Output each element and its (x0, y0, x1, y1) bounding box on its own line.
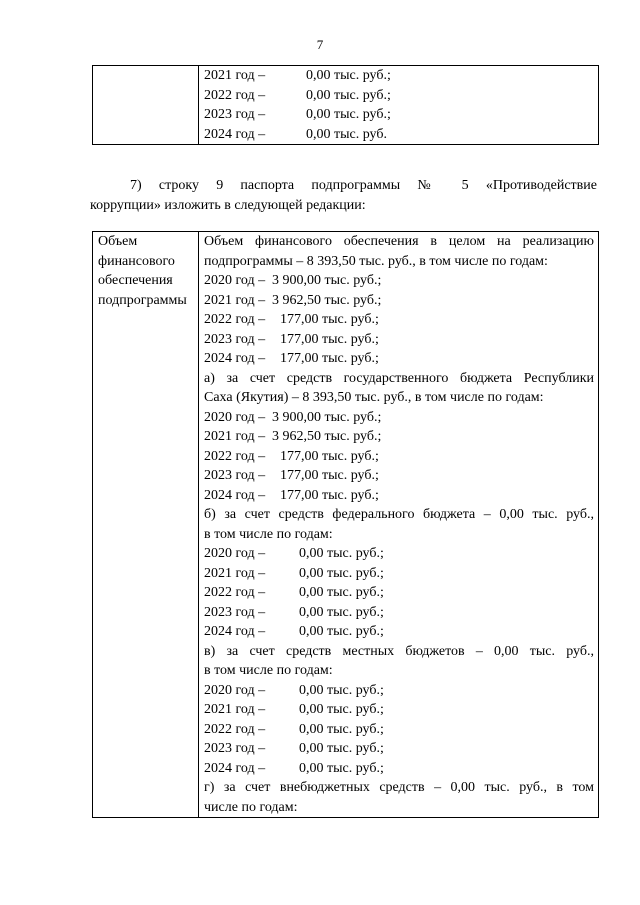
funding-value-cell (199, 232, 599, 818)
year-row: 2022 год – 177,00 тыс. руб.; (204, 312, 379, 327)
top-table (92, 65, 599, 145)
year-row: 2020 год – 3 900,00 тыс. руб.; (204, 273, 382, 288)
page-number: 7 (316, 37, 324, 52)
paragraph-line: коррупции» изложить в следующей редакции: (90, 197, 366, 213)
year-row: 2020 год – 3 900,00 тыс. руб.; (204, 409, 382, 425)
top-table-label-cell (93, 66, 199, 145)
section-g-line: числе по годам: (204, 799, 298, 815)
year-row: 2024 год – 0,00 тыс. руб.; (204, 760, 384, 776)
year-row: 2024 год – 177,00 тыс. руб.; (204, 351, 379, 366)
intro-line: подпрограммы – 8 393,50 тыс. руб., в том числе по годам: (204, 253, 548, 269)
year-row: 2020 год – 0,00 тыс. руб.; (204, 682, 384, 698)
year-row: 2022 год – 0,00 тыс. руб.; (204, 721, 384, 737)
year-row: 2021 год – 3 962,50 тыс. руб.; (204, 429, 382, 444)
year-row: 2022 год – 0,00 тыс. руб.; (204, 585, 384, 600)
instruction-paragraph (90, 176, 597, 215)
year-row: 2023 год – 0,00 тыс. руб.; (204, 604, 384, 620)
section-b-line: в том числе по годам: (204, 526, 333, 542)
intro-line: Объем финансового обеспечения в целом на реализацию (204, 234, 594, 249)
section-v-line: в том числе по годам: (204, 663, 333, 678)
paragraph-line: 7) строку 9 паспорта подпрограммы № 5 «Противодействие (130, 178, 597, 193)
year-row: 2021 год – 0,00 тыс. руб.; (204, 565, 384, 581)
funding-table (92, 231, 599, 818)
year-row: 2022 год – 177,00 тыс. руб.; (204, 448, 379, 464)
funding-label-cell (93, 232, 199, 818)
top-table-value-cell (199, 66, 599, 145)
year-row: 2021 год – 3 962,50 тыс. руб.; (204, 292, 382, 308)
year-row: 2023 год – 0,00 тыс. руб.; (204, 107, 391, 122)
year-row: 2023 год – 0,00 тыс. руб.; (204, 741, 384, 756)
section-a-line: а) за счет средств государственного бюджета Республики (204, 370, 594, 386)
year-row: 2024 год – 0,00 тыс. руб. (204, 126, 387, 142)
year-row: 2021 год – 0,00 тыс. руб.; (204, 68, 391, 83)
section-a-line: Саха (Якутия) – 8 393,50 тыс. руб., в том числе по годам: (204, 390, 544, 405)
year-row: 2023 год – 177,00 тыс. руб.; (204, 331, 379, 347)
section-g-line: г) за счет внебюджетных средств – 0,00 тыс. руб., в том (204, 780, 594, 795)
year-row: 2022 год – 0,00 тыс. руб.; (204, 87, 391, 103)
year-row: 2021 год – 0,00 тыс. руб.; (204, 702, 384, 717)
year-row: 2024 год – 177,00 тыс. руб.; (204, 487, 379, 503)
section-b-line: б) за счет средств федерального бюджета – 0,00 тыс. руб., (204, 507, 594, 522)
year-row: 2020 год – 0,00 тыс. руб.; (204, 546, 384, 561)
year-row: 2023 год – 177,00 тыс. руб.; (204, 468, 379, 483)
year-row: 2024 год – 0,00 тыс. руб.; (204, 624, 384, 639)
section-v-line: в) за счет средств местных бюджетов – 0,00 тыс. руб., (204, 643, 594, 659)
funding-label: Объем финансового обеспечения подпрограммы (98, 234, 187, 308)
